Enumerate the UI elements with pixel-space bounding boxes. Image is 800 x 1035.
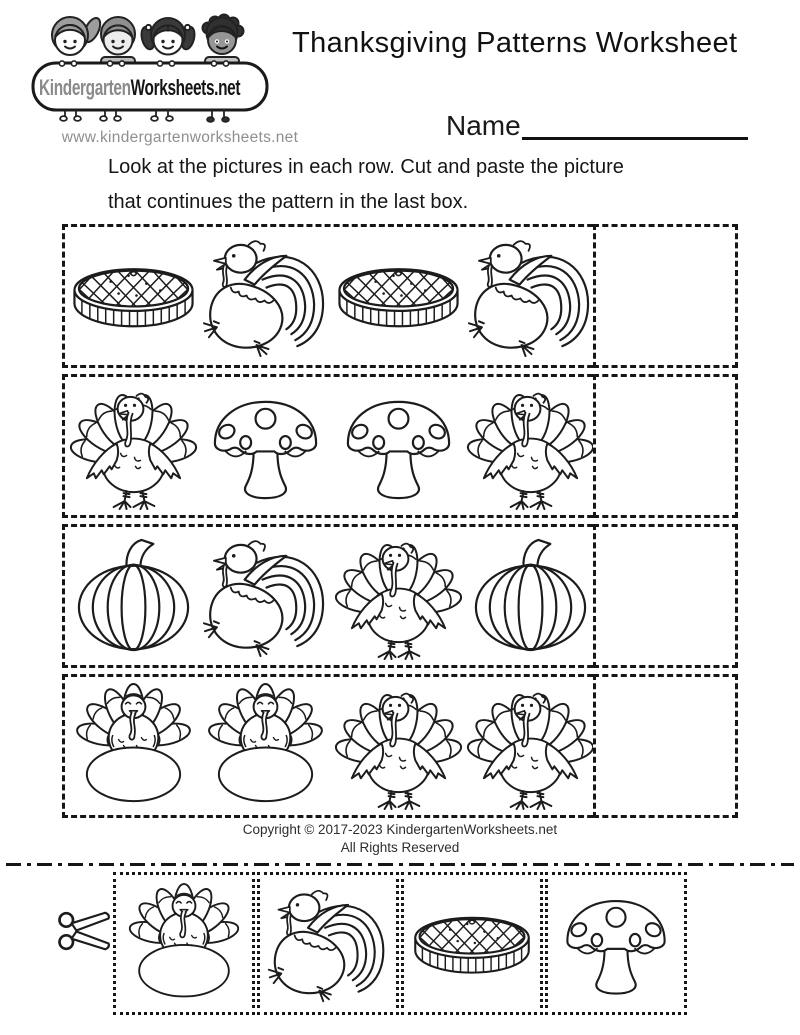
turkey-sitting-image (122, 882, 246, 1006)
instructions-line2: that continues the pattern in the last box. (108, 191, 469, 213)
pumpkin-image (67, 529, 200, 663)
row-3-answer-box (593, 524, 738, 668)
turkey-sitting-image (67, 679, 200, 813)
turkey-standing-image (465, 679, 598, 813)
mushroom-image (332, 379, 465, 513)
cutout-box-mushroom (545, 872, 687, 1015)
cut-here-dashed-line (6, 863, 794, 866)
instructions-line1: Look at the pictures in each row. Cut and paste the picture (108, 156, 624, 178)
mushroom-image (554, 882, 678, 1006)
copyright-text (0, 821, 800, 856)
logo-brand-worksheets: Worksheets.net (130, 75, 241, 100)
row-4-items (67, 679, 597, 813)
name-label: Name (446, 110, 521, 141)
page-title: Thanksgiving Patterns Worksheet (292, 27, 738, 59)
pie-image (67, 229, 200, 363)
logo-kids-illustration (30, 12, 270, 132)
cutout-box-turkey-sitting (113, 872, 255, 1015)
instructions (108, 150, 728, 220)
website-url: www.kindergartenworksheets.net (61, 129, 299, 146)
turkey-running-image (200, 529, 333, 663)
pumpkin-image (465, 529, 598, 663)
turkey-standing-image (67, 379, 200, 513)
pie-image (332, 229, 465, 363)
turkey-running-image (266, 882, 390, 1006)
turkey-standing-image (332, 679, 465, 813)
copyright-line2: All Rights Reserved (340, 839, 460, 855)
name-line (522, 137, 748, 140)
scissors-icon (56, 906, 114, 956)
turkey-sitting-image (200, 679, 333, 813)
cutout-box-pie (401, 872, 543, 1015)
turkey-standing-image (332, 529, 465, 663)
copyright-line1: Copyright © 2017-2023 KindergartenWorksheets.net (242, 822, 558, 837)
row-1-items (67, 229, 597, 363)
pie-image (410, 882, 534, 1006)
turkey-running-image (200, 229, 333, 363)
row-2-items (67, 379, 597, 513)
row-4-answer-box (593, 674, 738, 818)
kindergartenworksheets-logo (30, 12, 299, 146)
cutout-box-turkey-running (257, 872, 399, 1015)
mushroom-image (200, 379, 333, 513)
row-2-answer-box (593, 374, 738, 518)
pattern-row-1 (62, 224, 738, 368)
row-3-items (67, 529, 597, 663)
name-row (446, 104, 748, 142)
row-1-answer-box (593, 224, 738, 368)
pattern-row-4 (62, 674, 738, 818)
pattern-row-3 (62, 524, 738, 668)
cutout-strip (113, 872, 689, 1015)
turkey-running-image (465, 229, 598, 363)
turkey-standing-image (465, 379, 598, 513)
logo-brand-text (39, 75, 240, 101)
pattern-row-2 (62, 374, 738, 518)
logo-brand-kindergarten: Kindergarten (39, 75, 131, 100)
